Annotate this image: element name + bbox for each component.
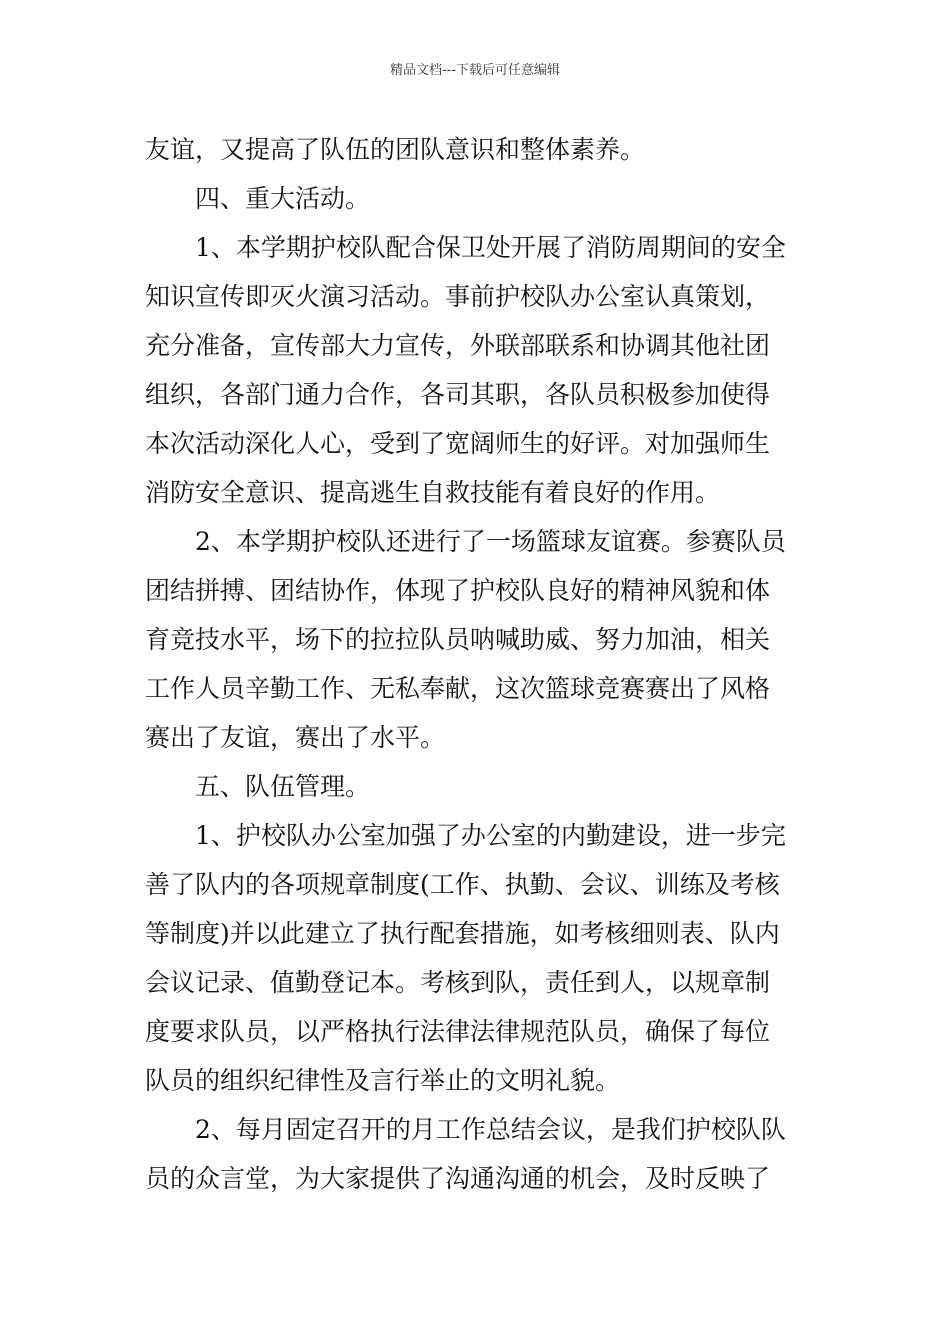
text-line: 育竞技水平，场下的拉拉队员呐喊助威、努力加油，相关 — [145, 625, 771, 654]
text-line: 赛出了友谊，赛出了水平。 — [145, 723, 446, 752]
text-line: 度要求队员，以严格执行法律法律规范队员，确保了每位 — [145, 1017, 771, 1046]
page-header: 精品文档---下载后可任意编辑 — [389, 63, 561, 78]
text-line: 组织，各部门通力合作，各司其职，各队员积极参加使得 — [145, 380, 771, 409]
text-line: 等制度)并以此建立了执行配套措施，如考核细则表、队内 — [145, 919, 780, 948]
section-heading: 五、队伍管理。 — [195, 772, 371, 801]
document-body — [145, 125, 810, 1203]
text-line: 队员的组织纪律性及言行举止的文明礼貌。 — [145, 1066, 621, 1095]
paragraph-first-line: 1、本学期护校队配合保卫处开展了消防周期间的安全 — [195, 233, 786, 262]
text-line: 团结拼搏、团结协作，体现了护校队良好的精神风貌和体 — [145, 576, 771, 605]
text-line: 友谊，又提高了队伍的团队意识和整体素养。 — [145, 135, 646, 164]
paragraph-first-line: 1、护校队办公室加强了办公室的内勤建设，进一步完 — [195, 821, 786, 850]
text-line: 本次活动深化人心，受到了宽阔师生的好评。对加强师生 — [145, 429, 771, 458]
text-line: 知识宣传即灭火演习活动。事前护校队办公室认真策划， — [145, 282, 771, 311]
text-line: 充分准备，宣传部大力宣传，外联部联系和协调其他社团 — [145, 331, 771, 360]
paragraph-first-line: 2、每月固定召开的月工作总结会议，是我们护校队队 — [195, 1115, 786, 1144]
paragraph-first-line: 2、本学期护校队还进行了一场篮球友谊赛。参赛队员 — [195, 527, 786, 556]
text-line: 工作人员辛勤工作、无私奉献，这次篮球竞赛赛出了风格 — [145, 674, 771, 703]
text-line: 善了队内的各项规章制度(工作、执勤、会议、训练及考核 — [145, 870, 780, 899]
text-line: 员的众言堂，为大家提供了沟通沟通的机会，及时反映了 — [145, 1164, 771, 1193]
text-line: 会议记录、值勤登记本。考核到队，责任到人，以规章制 — [145, 968, 771, 997]
section-heading: 四、重大活动。 — [195, 184, 371, 213]
text-line: 消防安全意识、提高逃生自救技能有着良好的作用。 — [145, 478, 721, 507]
